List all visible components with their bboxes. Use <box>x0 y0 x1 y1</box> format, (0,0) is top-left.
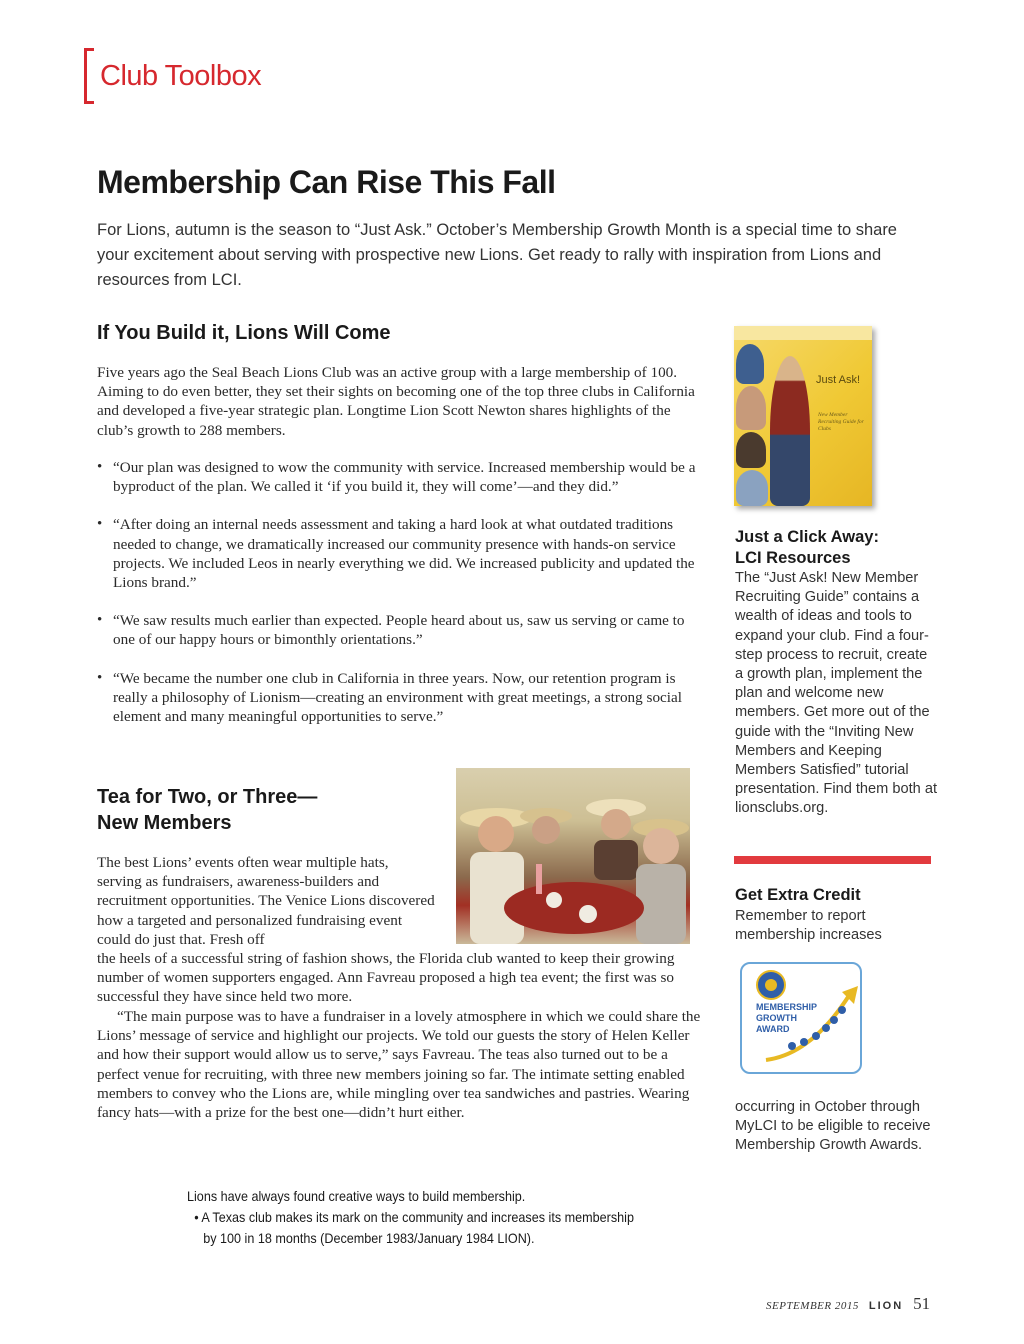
tea-party-illustration <box>456 768 690 944</box>
booklet-title: Just Ask! <box>816 374 861 386</box>
membership-growth-award-logo <box>740 962 862 1074</box>
just-ask-booklet-cover <box>734 326 872 506</box>
award-title: MEMBERSHIP GROWTH AWARD <box>756 1002 817 1034</box>
quote-item: • “We became the number one club in California in three years. Now, our retention program is really a philosophy of Lionism—creating an environment with great meetings, a strong social element and many meaningful opportunities to serve.” <box>97 669 697 727</box>
tea-party-photo <box>456 768 690 944</box>
magazine-name: LION <box>868 1300 904 1312</box>
story2-paragraph-2: “The main purpose was to have a fundraiser in a lovely atmosphere in which we could share the Lions’ message of service and highlight our projects. We told our guests the story of Helen Keller and how their support would allow us to serve,” says Favreau. The teas also turned out to be a perfect venue for recruiting, with three new members joining so far. The intimate setting enabled members to convey who the Lions are, while mingling over tea sandwiches and pastries. Wearing fancy hats—with a prize for the best one—didn’t hurt either. <box>97 1008 701 1122</box>
caption-lead: Lions have always found creative ways to build membership. <box>187 1188 526 1204</box>
resources-text: The “Just Ask! New Member Recruiting Guide” contains a wealth of ideas and tools to expand your club. Find a four-step process to recruit, create a growth plan, implement the plan and welcome new members. Get more out of the guide with the “Inviting New Members and Keeping Members Satisfied” tutorial presentation. Find them both at lionsclubs.org. <box>735 570 938 817</box>
quote-item: • “We saw results much earlier than expected. People heard about us, saw us serving or came to one of our happy hours or bimonthly orientations.” <box>97 611 697 649</box>
article-intro: For Lions, autumn is the season to “Just Ask.” October’s Membership Growth Month is a special time to share your excitement about serving with prospective new Lions. Get ready to rally with inspiration from Lions and resources from LCI. <box>97 221 897 289</box>
quote-item: • “Our plan was designed to wow the community with service. Increased membership would be a byproduct of the plan. We called it ‘if you build it, they will come’—and they did.” <box>97 458 697 496</box>
red-divider <box>734 856 931 864</box>
story2-heading-line: Tea for Two, or Three— <box>97 786 318 808</box>
person-photo <box>736 432 766 468</box>
person-photo <box>736 344 764 384</box>
quote-item: • “After doing an internal needs assessment and taking a hard look at what outdated traditions needed to change, we dramatically increased our community presence with hands-on service projects. We included Leos in nearly everything we did. We increased publicity and updated the Lions brand.” <box>97 515 697 592</box>
booklet-top-bar <box>734 326 872 340</box>
credit-text-bottom: occurring in October through MyLCI to be eligible to receive Membership Growth Awards. <box>735 1099 931 1154</box>
page-footer <box>766 1294 930 1314</box>
story2-heading-line: New Members <box>97 812 232 834</box>
section-tag <box>84 48 261 104</box>
resources-heading-line: Just a Click Away: <box>735 528 879 546</box>
credit-heading: Get Extra Credit <box>735 886 861 904</box>
caption-item: • A Texas club makes its mark on the community and increases its membership <box>194 1209 634 1225</box>
story2-paragraph-narrow: The best Lions’ events often wear multiple hats, serving as fundraisers, awareness-builders and recruitment opportunities. The Venice Lions discovered how a targeted and personalized fundraising event could do just that. Fresh off <box>97 854 435 948</box>
woman-figure <box>770 356 810 506</box>
issue-date: SEPTEMBER 2015 <box>766 1300 859 1312</box>
story1-body: Five years ago the Seal Beach Lions Club was an active group with a large membership of 100. Aiming to do even better, they set their sights on becoming one of the top three clubs in California and developed a five-year strategic plan. Longtime Lion Scott Newton shares highlights of the club’s growth to 288 members. <box>97 364 695 439</box>
person-photo <box>736 470 768 506</box>
archive-caption <box>187 1186 637 1249</box>
section-label: Club Toolbox <box>100 59 262 92</box>
resources-heading <box>735 527 879 569</box>
article-title: Membership Can Rise This Fall <box>97 164 556 200</box>
caption-item-continued: by 100 in 18 months (December 1983/January 1984 LION). <box>203 1230 535 1246</box>
story1-heading: If You Build it, Lions Will Come <box>97 322 391 344</box>
story2-heading <box>97 784 317 836</box>
person-photo <box>736 386 766 430</box>
resources-heading-line: LCI Resources <box>735 549 851 567</box>
growth-arrow-icon <box>762 984 862 1064</box>
credit-text-top: Remember to report membership increases <box>735 908 882 944</box>
booklet-subtitle: New Member Recruiting Guide for Clubs <box>818 412 864 432</box>
page-number: 51 <box>913 1294 931 1313</box>
quote-list <box>97 458 697 745</box>
story2-paragraph-wide: the heels of a successful string of fashion shows, the Florida club wanted to keep their growing number of women supporters engaged. Ann Favreau proposed a high tea event; the first was so successful they have since held two more. <box>97 950 675 1006</box>
bracket-decoration <box>84 48 94 104</box>
